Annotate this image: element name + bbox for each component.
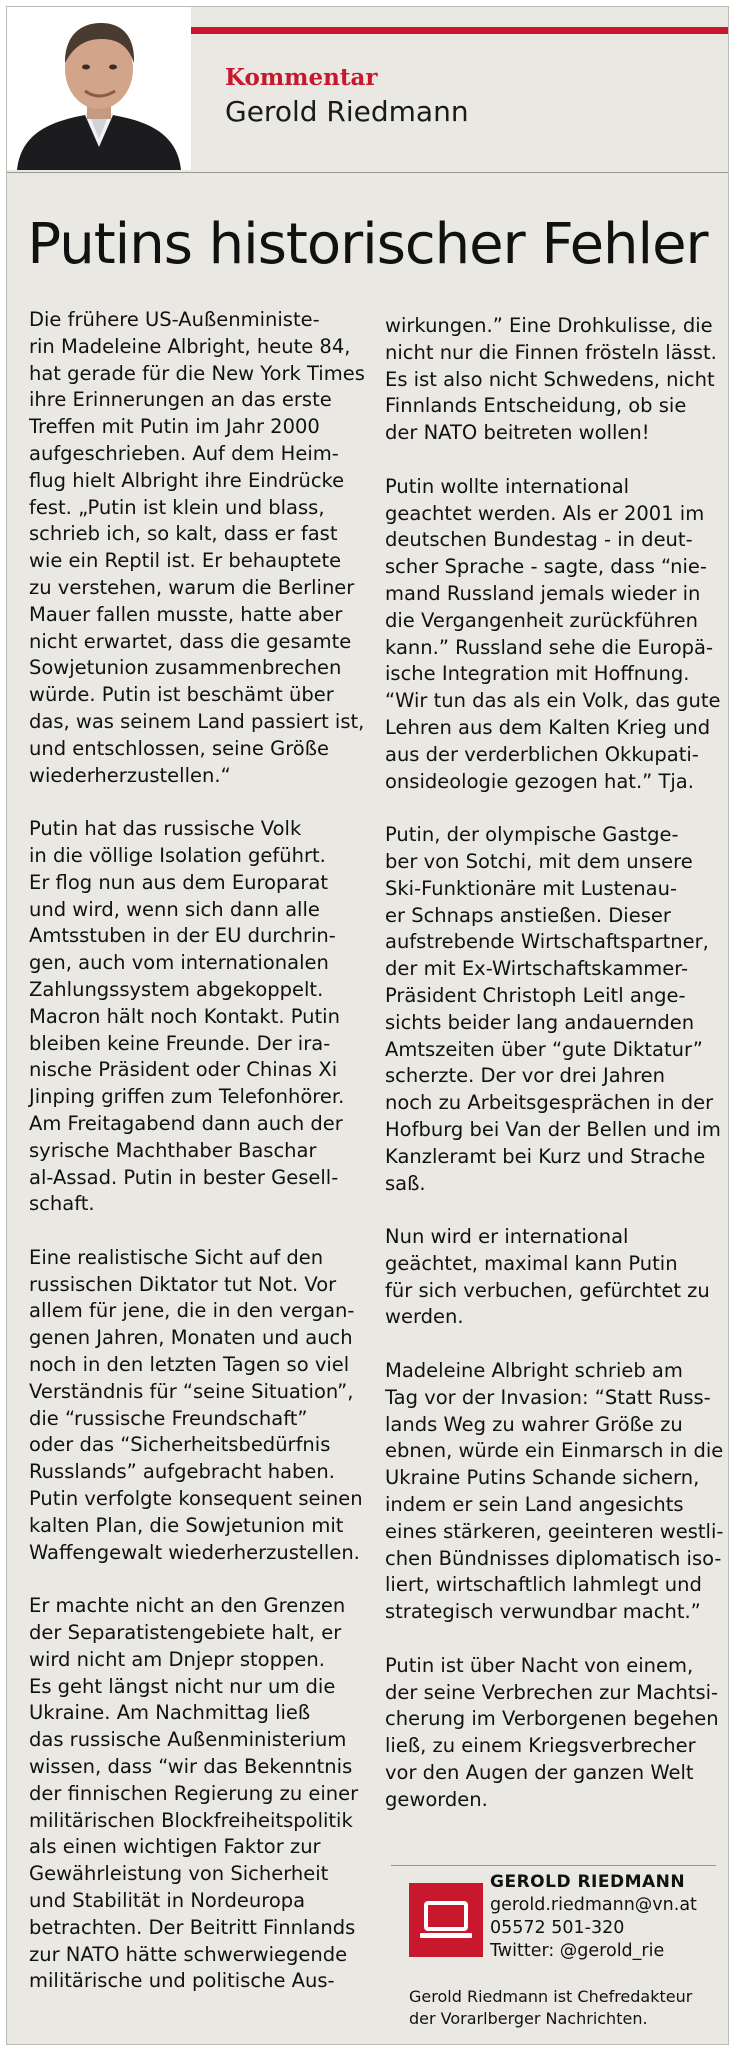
paragraph: wirkungen.” Eine Drohkulisse, die nicht nur die Finnen frösteln lässt. Es ist also nicht Schwedens, nicht Finnlands Entscheidung, ob sie der NATO beitreten wollen! [385,314,717,445]
laptop-icon-glyph [409,1883,483,1957]
text-column-right [385,313,725,1840]
contact-divider [391,1865,716,1866]
paragraph: Er machte nicht an den Grenzen der Separatistengebiete halt, er wird nicht am Dnjepr stoppen. Es geht längst nicht nur um die Ukraine. Am Nachmittag ließ das russische Außenministerium wissen, dass “wir das Bekenntnis der finnischen Regierung zu einer militärischen Blockfreiheitspolitik als einen wichtigen Faktor zur Gewährleistung von Sicherheit und Stabilität in Nordeuropa betrachten. Der Beitritt Finnlands zur NATO hätte schwerwiegende militärische und politische Aus- [29,1594,359,1993]
paragraph: Putin ist über Nacht von einem, der seine Verbrechen zur Machtsi- cherung im Verborgenen begehen ließ, zu einem Kriegsverbrecher vor den Augen der ganzen Welt geworden. [385,1653,719,1811]
contact-phone: 05572 501-320 [490,1918,625,1938]
paragraph: Die frühere US-Außenministe- rin Madeleine Albright, heute 84, hat gerade für die New York Times ihre Erinnerungen an das erste Treffen mit Putin im Jahr 2000 aufgeschrieben. Auf dem Heim- flug hielt Albright ihre Eindrücke fest. „Putin ist klein und blass, schrieb ich, so kalt, dass er fast wie ein Reptil ist. Er behauptete zu verstehen, warum die Berliner Mauer fallen musste, hatte aber nicht erwartet, dass die gesamte Sowjetunion zusammenbrechen würde. Putin ist beschämt über das, was seinem Land passiert ist, und entschlossen, seine Größe wiederherzustellen.“ [29,308,365,787]
paragraph: Madeleine Albright schrieb am Tag vor der Invasion: “Statt Russ- lands Weg zu wahrer Größe zu ebnen, würde ein Einmarsch in die Ukraine Putins Schande sichern, indem er sein Land angesichts eines stärkeren, geeinteren westli- chen Bündnisses diplomatisch iso- liert, wirtschaftlich lahmlegt und strategisch verwundbar macht.” [385,1359,724,1624]
contact-details [490,1871,697,1963]
contact-name: GEROLD RIEDMANN [490,1872,686,1892]
paragraph: Putin hat das russische Volk in die völlige Isolation geführt. Er flog nun aus dem Europarat und wird, wenn sich dann alle Amtsstuben in der EU durchrin- gen, auch vom internationalen Zahlungssystem abgekoppelt. Macron hält noch Kontakt. Putin bleiben keine Freunde. Der ira- nische Präsident oder Chinas Xi Jinping griffen zum Telefonhörer. Am Freitagabend dann auch der syrische Machthaber Baschar al-Assad. Putin in bester Gesell- schaft. [29,817,345,1216]
paragraph: Nun wird er international geächtet, maximal kann Putin für sich verbuchen, gefürchtet zu werden. [385,1225,710,1329]
paragraph: Putin, der olympische Gastge- ber von Sotchi, mit dem unsere Ski-Funktionäre mit Lustenau- er Schnaps anstießen. Dieser aufstrebende Wirtschaftspartner, der mit Ex-Wirtschaftskammer- Präsident Christoph Leitl ange- sichts beider lang andauernden Amtszeiten über “gute Diktatur” scherzte. Der vor drei Jahren noch zu Arbeitsgesprächen in der Hofburg bei Van der Bellen und im Kanzleramt bei Kurz und Strache saß. [385,823,721,1195]
author-bio: Gerold Riedmann ist Chefredakteur der Vorarlberger Nachrichten. [409,1987,693,2028]
contact-email[interactable]: gerold.riedmann@vn.at [490,1895,697,1915]
author-contact-box [391,1865,716,2039]
author-portrait [7,7,191,170]
paragraph: Putin wollte international geachtet werden. Als er 2001 im deutschen Bundestag - in deut- scher Sprache - sagte, dass “nie- mand Russland jemals wieder in die Vergangenheit zurückführen kann.” Russland sehe die Europä- ische Integration mit Hoffnung. “Wir tun das als ein Volk, das gute Lehren aus dem Kalten Krieg und aus der verderblichen Okkupati- onsideologie gezogen hat.” Tja. [385,474,721,793]
contact-twitter[interactable]: Twitter: @gerold_rie [490,1941,665,1961]
section-kicker: Kommentar [225,64,378,91]
header-divider [7,172,728,173]
author-name: Gerold Riedmann [225,95,469,128]
author-portrait-drawing [7,7,191,170]
text-column-left [29,307,369,2022]
headline: Putins historischer Fehler [27,212,708,277]
paragraph: Eine realistische Sicht auf den russischen Diktator tut Not. Vor allem für jene, die in den vergan- genen Jahren, Monaten und auch noch in den letzten Tagen so viel Verständnis für “seine Situation”, die “russische Freundschaft” oder das “Sicherheitsbedürfnis Russlands” aufgebracht haben. Putin verfolgte konsequent seinen kalten Plan, die Sowjetunion mit Waffengewalt wiederherzustellen. [29,1245,363,1564]
commentary-article [6,6,729,2045]
article-header [225,65,469,129]
laptop-icon [409,1883,483,1957]
